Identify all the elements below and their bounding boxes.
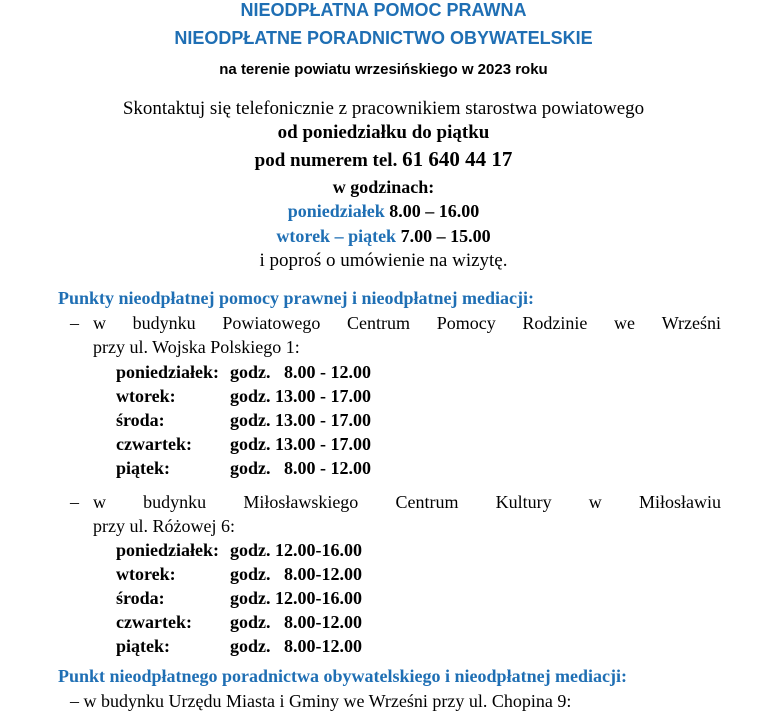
schedule-time: godz. 12.00-16.00 [230,588,362,608]
location-word: Miłosławskiego [243,492,359,512]
schedule-time: godz. 8.00-12.00 [230,612,362,632]
contact-line-2: od poniedziałku do piątku [277,122,490,143]
location-word: Miłosławiu [638,492,721,512]
location-word: w [93,313,106,333]
schedule-day: środa: [116,410,165,430]
schedule-time: godz. 13.00 - 17.00 [230,386,371,406]
schedule-day: piątek: [116,636,170,656]
location-word: budynku [132,313,196,333]
list-dash: – [70,313,79,333]
schedule-day: piątek: [116,458,170,478]
section-1-heading: Punkty nieodpłatnej pomocy prawnej i nieodpłatnej mediacji: [58,288,535,308]
hours-row-2-time: 7.00 – 15.00 [396,226,491,246]
location-1-address: przy ul. Wojska Polskiego 1: [93,337,300,357]
title-line-2: NIEODPŁATNE PORADNICTWO OBYWATELSKIE [174,28,593,48]
hours-row-1 [0,201,767,222]
schedule-day: wtorek: [116,386,176,406]
schedule-time: godz. 12.00-16.00 [230,540,362,560]
location-word: w [588,492,602,512]
schedule-time: godz. 13.00 - 17.00 [230,434,371,454]
hours-row-2 [0,226,767,247]
subtitle: na terenie powiatu wrzesińskiego w 2023 roku [219,61,548,78]
location-word: Centrum [347,313,411,333]
schedule-time: godz. 8.00-12.00 [230,636,362,656]
schedule-day: poniedziałek: [116,362,220,382]
schedule-day: środa: [116,588,165,608]
location-word: Powiatowego [222,313,321,333]
location-2-description [93,492,721,513]
schedule-day: poniedziałek: [116,540,220,560]
schedule-day: czwartek: [116,612,192,632]
schedule-time: godz. 8.00 - 12.00 [230,362,371,382]
closing-line: i poproś o umówienie na wizytę. [259,250,508,271]
hours-row-2-days: wtorek – piątek [276,226,397,246]
location-word: Kultury [495,492,552,512]
hours-row-1-time: 8.00 – 16.00 [384,201,480,221]
location-word: Centrum [395,492,459,512]
title-line-1: NIEODPŁATNA POMOC PRAWNA [240,0,527,20]
phone-line [0,147,767,172]
location-word: w [93,492,106,512]
section-2-partial-line: – w budynku Urzędu Miasta i Gminy we Wrześni przy ul. Chopina 9: [70,691,572,711]
schedule-time: godz. 8.00 - 12.00 [230,458,371,478]
location-2-address: przy ul. Różowej 6: [93,516,235,536]
location-word: Pomocy [436,313,496,333]
phone-prefix: pod numerem tel. [254,150,403,171]
location-1-description [93,313,721,334]
schedule-day: czwartek: [116,434,192,454]
location-word: we [614,313,636,333]
schedule-time: godz. 13.00 - 17.00 [230,410,371,430]
hours-label: w godzinach: [332,177,435,197]
location-word: budynku [143,492,207,512]
contact-line-1: Skontaktuj się telefonicznie z pracownikiem starostwa powiatowego [122,98,645,119]
schedule-time: godz. 8.00-12.00 [230,564,362,584]
schedule-day: wtorek: [116,564,176,584]
location-word: Rodzinie [522,313,588,333]
hours-row-1-days: poniedziałek [287,201,385,221]
section-2-heading: Punkt nieodpłatnego poradnictwa obywatelskiego i nieodpłatnej mediacji: [58,666,628,686]
list-dash: – [70,492,79,512]
location-word: Wrześni [661,313,721,333]
phone-number: 61 640 44 17 [402,147,513,171]
